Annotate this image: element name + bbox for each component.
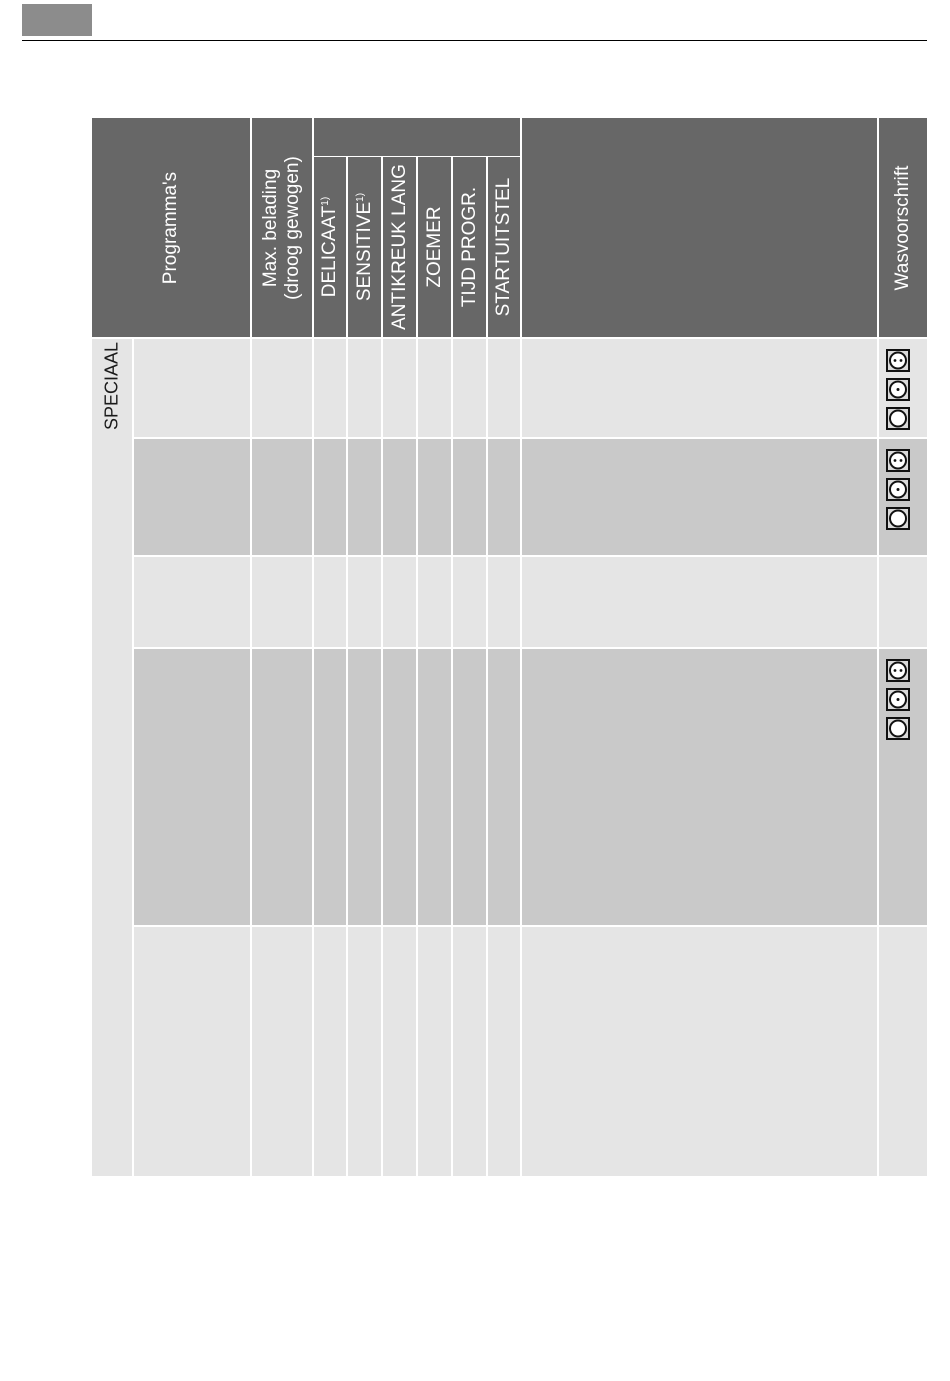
header-option-label: TIJD PROGR. [458, 186, 480, 308]
table-cell [522, 927, 877, 1176]
page-tab [22, 4, 92, 36]
table-cell [252, 557, 312, 647]
table-cell [314, 439, 346, 555]
tumble-dry-icon [886, 507, 910, 530]
header-option-tijd-progr [453, 157, 486, 337]
section-label: SPECIAAL [101, 341, 122, 431]
table-cell [252, 439, 312, 555]
table-cell [383, 927, 416, 1176]
table-cell [453, 557, 486, 647]
header-programmas [92, 118, 250, 337]
table-cell [252, 927, 312, 1176]
header-max-belading-line1: Max. belading [260, 168, 281, 287]
table-cell [134, 339, 250, 437]
table-cell [488, 557, 520, 647]
table-cell [383, 339, 416, 437]
table-cell [879, 557, 927, 647]
tumble-dry-icon [886, 407, 910, 430]
tumble-dry-high-icon [886, 659, 910, 682]
table-cell [134, 557, 250, 647]
table-cell [314, 557, 346, 647]
care-symbol-group [886, 659, 910, 746]
table-cell [453, 649, 486, 925]
table-cell [522, 339, 877, 437]
table-cell [488, 927, 520, 1176]
table-cell [348, 339, 381, 437]
table-cell [252, 339, 312, 437]
header-max-belading-label [260, 156, 304, 300]
table-cell [418, 439, 451, 555]
table-cell [522, 439, 877, 555]
table-cell [348, 649, 381, 925]
table-cell [522, 557, 877, 647]
care-symbol-group [886, 449, 910, 536]
header-wasvoorschrift [879, 118, 927, 337]
header-options-group [314, 118, 520, 156]
table-cell [418, 339, 451, 437]
section-column [92, 339, 132, 1176]
table-cell [252, 649, 312, 925]
tumble-dry-icon [886, 717, 910, 740]
header-wasvoorschrift-label: Wasvoorschrift [892, 165, 913, 290]
header-max-belading [252, 118, 312, 337]
table-cell [453, 339, 486, 437]
table-cell [314, 339, 346, 437]
care-symbol-group [886, 349, 910, 436]
tumble-dry-normal-icon [886, 688, 910, 711]
header-option-delicaat [314, 157, 346, 337]
table-cell [383, 439, 416, 555]
tumble-dry-high-icon [886, 449, 910, 472]
table-cell [522, 649, 877, 925]
header-option-label: STARTUITSTEL [493, 177, 514, 317]
table-cell [134, 439, 250, 555]
tumble-dry-normal-icon [886, 378, 910, 401]
table-cell [383, 557, 416, 647]
header-option-sensitive [348, 157, 381, 337]
table-cell [418, 927, 451, 1176]
header-max-belading-line2: (droog gewogen) [282, 155, 303, 300]
table-cell [418, 557, 451, 647]
table-cell [418, 649, 451, 925]
table-cell [134, 927, 250, 1176]
header-option-label: DELICAAT$^{1)}$ [319, 196, 340, 298]
header-option-antikreuk-lang [383, 157, 416, 337]
tumble-dry-high-icon [886, 349, 910, 372]
header-option-label: ANTIKREUK LANG [388, 164, 410, 330]
header-option-label: ZOEMER [423, 206, 445, 288]
header-option-zoemer [418, 157, 451, 337]
table-cell [488, 439, 520, 555]
header-option-label: SENSITIVE$^{1)}$ [353, 192, 375, 302]
table-cell [453, 439, 486, 555]
table-cell [453, 927, 486, 1176]
tumble-dry-normal-icon [886, 478, 910, 501]
header-programmas-label: Programma's [160, 171, 181, 284]
table-cell [348, 557, 381, 647]
header-description [522, 118, 877, 337]
table-cell [314, 927, 346, 1176]
table-cell [879, 927, 927, 1176]
table-cell [348, 927, 381, 1176]
header-option-startuitstel [488, 157, 520, 337]
top-rule [22, 40, 927, 41]
table-cell [348, 439, 381, 555]
table-cell [488, 649, 520, 925]
table-cell [383, 649, 416, 925]
table-cell [488, 339, 520, 437]
table-cell [134, 649, 250, 925]
table-cell [314, 649, 346, 925]
